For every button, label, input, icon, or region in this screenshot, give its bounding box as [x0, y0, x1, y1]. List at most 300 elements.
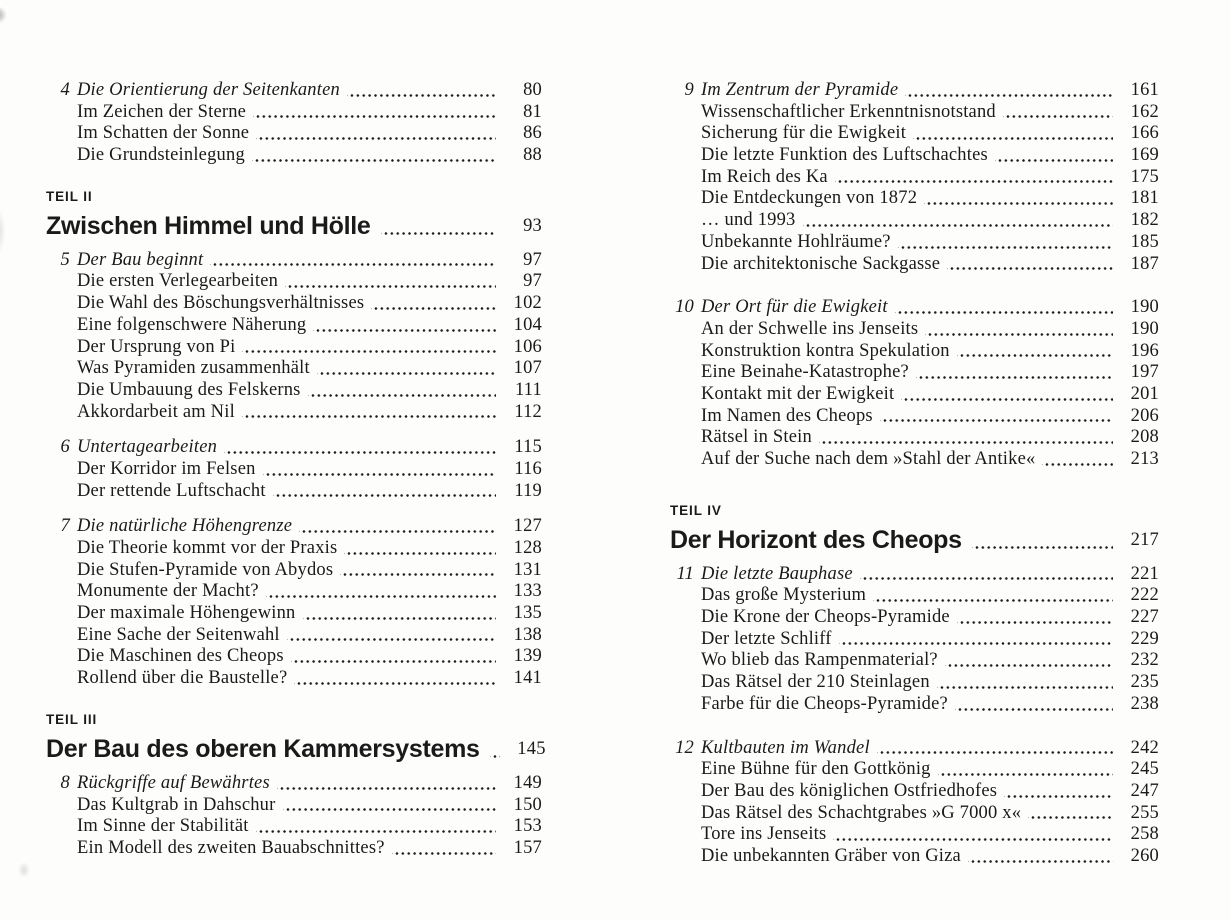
page-number: 245: [1130, 759, 1159, 780]
toc-entry: [46, 646, 542, 668]
toc-entry: [46, 80, 542, 102]
chapter-number: [46, 337, 70, 359]
entry-title: Wissenschaftlicher Erkenntnisnotstand: [701, 101, 996, 122]
chapter-number: [670, 362, 694, 384]
chapter-number: [46, 538, 70, 560]
entry-title: Unbekannte Hohlräume?: [701, 231, 891, 252]
page-number: 81: [523, 101, 542, 122]
dot-leader: [256, 123, 496, 145]
dot-leader: [285, 271, 496, 293]
page-number: 116: [514, 458, 542, 479]
page-number: 197: [1130, 362, 1159, 383]
toc-spacer: [46, 423, 542, 437]
entry-title: Im Zentrum der Pyramide: [701, 80, 899, 100]
entry-title: Die Grundsteinlegung: [77, 145, 245, 166]
page-number: 141: [513, 668, 542, 689]
toc-entry: [670, 650, 1159, 672]
dot-leader: [860, 564, 1113, 586]
dot-leader: [873, 585, 1113, 607]
page-number: 115: [514, 437, 542, 458]
toc-entry: [670, 781, 1159, 803]
chapter-number: [670, 629, 694, 651]
entry-title: Rätsel in Stein: [701, 427, 812, 448]
entry-title: Die architektonische Sackgasse: [701, 253, 941, 274]
dot-leader: [995, 145, 1113, 167]
page-number: 93: [523, 215, 542, 236]
toc-entry: [46, 838, 542, 860]
toc-entry: [670, 449, 1159, 471]
toc-entry: [670, 803, 1159, 825]
dot-leader: [263, 459, 496, 481]
chapter-number: [670, 427, 694, 449]
page-number: 107: [513, 358, 542, 379]
chapter-number: 8: [60, 772, 70, 793]
page-number: 208: [1130, 427, 1159, 448]
toc-entry: [46, 773, 542, 795]
dot-leader: [803, 210, 1114, 232]
chapter-number: [670, 672, 694, 694]
toc-entry: [46, 380, 542, 402]
dot-leader: [303, 603, 496, 625]
toc-entry: [46, 603, 542, 625]
toc-entry: [670, 319, 1159, 341]
dot-leader: [340, 560, 496, 582]
page-number: 227: [1130, 607, 1159, 628]
chapter-number: 11: [676, 563, 694, 584]
dot-leader: [1042, 449, 1113, 471]
page-number: 145: [517, 738, 546, 759]
entry-title: Die Umbauung des Felskerns: [77, 379, 301, 400]
part-heading-row: [46, 209, 542, 243]
chapter-number: 4: [60, 80, 70, 100]
toc-entry: [670, 759, 1159, 781]
dot-leader: [898, 232, 1113, 254]
entry-title: Die Entdeckungen von 1872: [701, 188, 918, 209]
entry-title: Die Theorie kommt vor der Praxis: [77, 538, 338, 558]
entry-title: Im Reich des Ka: [701, 166, 828, 187]
chapter-number: [46, 145, 70, 167]
page-number: 190: [1130, 318, 1159, 339]
dot-leader: [242, 337, 496, 359]
toc-entry: [670, 123, 1159, 145]
toc-entry: [46, 538, 542, 560]
entry-title: Farbe für die Cheops-Pyramide?: [701, 693, 948, 714]
dot-leader: [880, 406, 1113, 428]
toc-entry: [670, 824, 1159, 846]
chapter-number: [670, 759, 694, 781]
page-number: 221: [1130, 563, 1159, 584]
dot-leader: [819, 427, 1113, 449]
dot-leader: [925, 319, 1113, 341]
dot-leader: [242, 402, 496, 424]
chapter-number: [46, 603, 70, 625]
page-number: 131: [513, 559, 542, 580]
toc-entry: [670, 406, 1159, 428]
dot-leader: [299, 516, 496, 538]
toc-entry: [670, 427, 1159, 449]
dot-leader: [277, 773, 496, 795]
toc-entry: [46, 459, 542, 481]
toc-entry: [46, 337, 542, 359]
page-number: 86: [523, 123, 542, 144]
toc-entry: [670, 629, 1159, 651]
dot-leader: [916, 362, 1113, 384]
page-number: 238: [1130, 693, 1159, 714]
page-number: 235: [1130, 672, 1159, 693]
chapter-number: [670, 406, 694, 428]
chapter-number: [670, 254, 694, 276]
chapter-number: [46, 816, 70, 838]
chapter-number: [670, 607, 694, 629]
entry-title: Die Krone der Cheops-Pyramide: [701, 607, 950, 628]
dot-leader: [317, 358, 496, 380]
entry-title: Das Rätsel des Schachtgrabes »G 7000 x«: [701, 802, 1022, 823]
page-number: 213: [1130, 449, 1159, 469]
page-number: 97: [523, 271, 542, 292]
chapter-number: [46, 293, 70, 315]
page-number: 175: [1130, 166, 1159, 187]
page-number: 190: [1130, 297, 1159, 318]
part-title: Zwischen Himmel und Hölle: [46, 211, 371, 240]
toc-entry: [46, 481, 542, 503]
page-number: 196: [1130, 340, 1159, 361]
page-number: 128: [513, 538, 542, 558]
chapter-number: [670, 123, 694, 145]
chapter-number: [46, 625, 70, 647]
toc-entry: [46, 668, 542, 690]
page-number: 161: [1130, 80, 1159, 100]
page-number: 181: [1130, 188, 1159, 209]
entry-title: Der maximale Höhengewinn: [77, 603, 296, 624]
dot-leader: [252, 145, 496, 167]
entry-title: Die Wahl des Böschungsverhältnisses: [77, 293, 365, 314]
page-number: 127: [513, 516, 542, 537]
chapter-number: [46, 459, 70, 481]
toc-entry: [46, 581, 542, 603]
dot-leader: [937, 672, 1113, 694]
chapter-number: [46, 315, 70, 337]
dot-leader: [957, 607, 1113, 629]
dot-leader: [210, 250, 496, 272]
page-number: 133: [513, 581, 542, 602]
page-number: 102: [513, 293, 542, 314]
dot-leader: [947, 254, 1113, 276]
entry-title: Der Ursprung von Pi: [77, 336, 236, 357]
toc-entry: [670, 102, 1159, 124]
entry-title: Der rettende Luftschacht: [77, 480, 266, 501]
toc-entry: [46, 437, 542, 459]
entry-title: Kontakt mit der Ewigkeit: [701, 383, 895, 404]
part-kicker: TEIL III: [46, 711, 98, 727]
toc-entry: [46, 123, 542, 145]
entry-title: Die Stufen-Pyramide von Abydos: [77, 559, 334, 580]
chapter-number: 5: [60, 249, 70, 270]
page-number: 206: [1130, 405, 1159, 426]
entry-title: Die letzte Bauphase: [701, 563, 853, 584]
chapter-number: [670, 694, 694, 716]
entry-title: Das Kultgrab in Dahschur: [77, 794, 276, 815]
entry-title: Sicherung für die Ewigkeit: [701, 123, 907, 144]
dot-leader: [224, 437, 496, 459]
toc-entry: [670, 254, 1159, 276]
entry-title: Die Maschinen des Cheops: [77, 646, 284, 667]
dot-leader: [945, 650, 1113, 672]
page-number: 135: [513, 603, 542, 624]
chapter-number: [46, 581, 70, 603]
chapter-number: [670, 319, 694, 341]
dot-leader: [308, 380, 496, 402]
part-heading-row: [670, 523, 1159, 557]
chapter-number: [46, 271, 70, 293]
chapter-number: [670, 449, 694, 471]
chapter-number: [670, 846, 694, 868]
chapter-number: [46, 795, 70, 817]
page-number: 80: [523, 80, 542, 100]
dot-leader: [955, 694, 1113, 716]
toc-entry: [46, 625, 542, 647]
dot-leader: [924, 188, 1113, 210]
entry-title: Rollend über die Baustelle?: [77, 668, 288, 689]
toc-entry: [46, 795, 542, 817]
page-number: 187: [1130, 253, 1159, 274]
toc-entry: [670, 846, 1159, 868]
page-number: 201: [1130, 383, 1159, 404]
dot-leader: [1003, 102, 1113, 124]
chapter-number: [670, 232, 694, 254]
page-number: 229: [1130, 628, 1159, 649]
chapter-number: 10: [675, 297, 694, 318]
entry-title: Auf der Suche nach dem »Stahl der Antike«: [701, 449, 1036, 469]
dot-leader: [905, 80, 1113, 102]
entry-title: Ein Modell des zweiten Bauabschnittes?: [77, 837, 385, 858]
scan-smudge: [0, 6, 7, 24]
toc-entry: [46, 560, 542, 582]
dot-leader: [972, 523, 1113, 557]
toc-entry: [670, 167, 1159, 189]
toc-entry: [670, 564, 1159, 586]
dot-leader: [347, 80, 496, 102]
dot-leader: [283, 795, 497, 817]
entry-title: Der letzte Schliff: [701, 628, 832, 649]
chapter-number: [670, 167, 694, 189]
entry-title: Das Rätsel der 210 Steinlagen: [701, 672, 930, 693]
toc-entry: [46, 358, 542, 380]
page-number: 185: [1130, 231, 1159, 252]
entry-title: Der Korridor im Felsen: [77, 458, 256, 479]
toc-entry: [670, 384, 1159, 406]
entry-title: Im Namen des Cheops: [701, 405, 873, 426]
part-kicker: TEIL IV: [670, 502, 722, 518]
entry-title: Das große Mysterium: [701, 585, 867, 606]
part-title: Der Bau des oberen Kammersystems: [46, 734, 480, 763]
entry-title: Die Orientierung der Seitenkanten: [77, 80, 340, 100]
chapter-number: [46, 123, 70, 145]
dot-leader: [287, 625, 496, 647]
entry-title: Die unbekannten Gräber von Giza: [701, 845, 961, 866]
chapter-number: [670, 824, 694, 846]
dot-leader: [913, 123, 1113, 145]
toc-entry: [670, 297, 1159, 319]
toc-entry: [670, 672, 1159, 694]
toc-spacer: [670, 275, 1159, 297]
dot-leader: [957, 341, 1113, 363]
toc-entry: [46, 516, 542, 538]
dot-leader: [266, 581, 496, 603]
chapter-number: [46, 560, 70, 582]
entry-title: … und 1993: [701, 210, 796, 231]
page-number: 157: [513, 837, 542, 858]
dot-leader: [371, 293, 496, 315]
part-title: Der Horizont des Cheops: [670, 525, 962, 554]
page-number: 104: [513, 314, 542, 335]
dot-leader: [833, 824, 1113, 846]
dot-leader: [273, 481, 496, 503]
toc-entry: [670, 607, 1159, 629]
chapter-number: [46, 402, 70, 424]
toc-entry: [46, 293, 542, 315]
toc-entry: [670, 341, 1159, 363]
chapter-number: [46, 838, 70, 860]
chapter-number: [670, 384, 694, 406]
entry-title: Rückgriffe auf Bewährtes: [77, 772, 270, 793]
toc-column-left: [46, 80, 546, 860]
dot-leader: [835, 167, 1113, 189]
entry-title: Monumente der Macht?: [77, 581, 259, 602]
page-number: 182: [1130, 210, 1159, 231]
chapter-number: [670, 102, 694, 124]
page-number: 88: [523, 145, 542, 166]
dot-leader: [839, 629, 1113, 651]
chapter-number: [46, 102, 70, 124]
toc-entry: [46, 402, 542, 424]
dot-leader: [895, 297, 1113, 319]
toc-entry: [670, 80, 1159, 102]
page-number: 258: [1130, 824, 1159, 845]
dot-leader: [1004, 781, 1113, 803]
toc-entry: [46, 315, 542, 337]
entry-title: Eine folgenschwere Näherung: [77, 314, 307, 335]
entry-title: Eine Beinahe-Katastrophe?: [701, 362, 909, 383]
entry-title: Untertagearbeiten: [77, 437, 218, 458]
chapter-number: [670, 585, 694, 607]
toc-entry: [46, 271, 542, 293]
toc-entry: [670, 232, 1159, 254]
part-heading-row: [46, 732, 546, 766]
toc-column-right: [670, 80, 1159, 868]
dot-leader: [901, 384, 1113, 406]
dot-leader: [1028, 803, 1113, 825]
dot-leader: [968, 846, 1113, 868]
entry-title: Die ersten Verlegearbeiten: [77, 271, 279, 292]
chapter-number: 7: [60, 516, 70, 537]
page-number: 242: [1130, 737, 1159, 758]
chapter-number: [670, 341, 694, 363]
page-number: 119: [514, 480, 542, 501]
chapter-number: 9: [684, 80, 694, 100]
toc-entry: [670, 210, 1159, 232]
chapter-number: [670, 803, 694, 825]
page-number: 217: [1130, 529, 1159, 550]
dot-leader: [938, 759, 1113, 781]
page-number: 150: [513, 794, 542, 815]
page-number: 112: [514, 401, 542, 422]
entry-title: Die letzte Funktion des Luftschachtes: [701, 145, 988, 166]
toc-spacer: [46, 502, 542, 516]
chapter-number: 6: [60, 437, 70, 458]
chapter-number: [46, 481, 70, 503]
toc-entry: [46, 816, 542, 838]
toc-entry: [670, 694, 1159, 716]
chapter-number: [670, 650, 694, 672]
dot-leader: [256, 816, 496, 838]
toc-entry: [670, 585, 1159, 607]
toc-entry: [46, 250, 542, 272]
entry-title: Eine Bühne für den Gottkönig: [701, 759, 931, 780]
entry-title: Konstruktion kontra Spekulation: [701, 340, 950, 361]
page-number: 138: [513, 624, 542, 645]
entry-title: Im Zeichen der Sterne: [77, 101, 247, 122]
entry-title: Eine Sache der Seitenwahl: [77, 624, 280, 645]
dot-leader: [291, 646, 496, 668]
dot-leader: [877, 738, 1113, 760]
entry-title: Im Schatten der Sonne: [77, 123, 250, 144]
dot-leader: [313, 315, 496, 337]
page-number: 162: [1130, 101, 1159, 122]
page-number: 153: [513, 816, 542, 837]
page-number: 260: [1130, 845, 1159, 866]
page-number: 169: [1130, 145, 1159, 166]
entry-title: Der Bau des königlichen Ostfriedhofes: [701, 780, 998, 801]
page-number: 139: [513, 646, 542, 667]
dot-leader: [490, 732, 500, 766]
scan-smudge: [18, 862, 30, 878]
part-kicker: TEIL II: [46, 188, 93, 204]
dot-leader: [294, 668, 496, 690]
chapter-number: [46, 358, 70, 380]
page-number: 149: [513, 772, 542, 793]
page-number: 111: [515, 379, 542, 400]
page-number: 247: [1130, 780, 1159, 801]
page-number: 97: [523, 249, 542, 270]
chapter-number: [670, 188, 694, 210]
toc-entry: [670, 188, 1159, 210]
chapter-number: [46, 380, 70, 402]
entry-title: Der Bau beginnt: [77, 249, 204, 270]
page-number: 255: [1130, 802, 1159, 823]
chapter-number: 12: [675, 737, 694, 758]
toc-entry: [670, 738, 1159, 760]
entry-title: Die natürliche Höhengrenze: [77, 516, 293, 537]
toc-entry: [670, 145, 1159, 167]
chapter-number: [670, 145, 694, 167]
entry-title: Kultbauten im Wandel: [701, 737, 870, 758]
scan-smudge: [0, 208, 5, 254]
toc-entry: [670, 362, 1159, 384]
entry-title: Im Sinne der Stabilität: [77, 816, 249, 837]
page-number: 166: [1130, 123, 1159, 144]
dot-leader: [344, 538, 496, 560]
toc-spacer: [670, 716, 1159, 738]
dot-leader: [392, 838, 496, 860]
entry-title: Tore ins Jenseits: [701, 824, 827, 845]
chapter-number: [46, 646, 70, 668]
dot-leader: [381, 209, 497, 243]
chapter-number: [670, 210, 694, 232]
toc-entry: [46, 102, 542, 124]
page-number: 222: [1130, 585, 1159, 606]
page-number: 232: [1130, 650, 1159, 671]
page-number: 106: [513, 336, 542, 357]
